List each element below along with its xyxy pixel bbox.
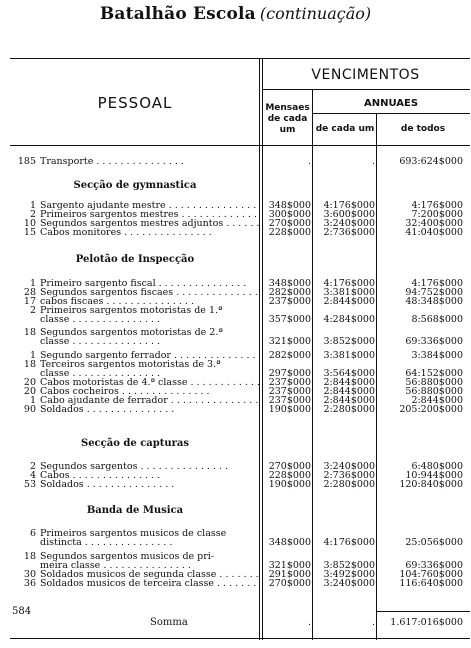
row-description: Terceiros sargentos motoristas de 3.ª (40, 359, 221, 370)
table-row (0, 314, 471, 326)
row-count: 53 (23, 479, 36, 490)
row-annuaes-cada: 3:240$000 (323, 218, 375, 229)
row-annuaes-cada: 3:492$000 (323, 569, 375, 580)
row-description: Primeiro sargento fiscal . . (40, 278, 260, 290)
row-count: 1 (29, 278, 36, 289)
somma-label: Somma (150, 617, 188, 628)
header-annuaes-todos: de todos (400, 124, 446, 134)
row-description: meira classe . . (40, 560, 260, 572)
row-description: classe . . (40, 368, 260, 380)
row-count: 18 (23, 359, 36, 370)
row-description: Cabos motoristas de 4.ª classe . . (40, 377, 260, 389)
row-count: 20 (23, 377, 36, 388)
row-mensaes: 190$000 (268, 404, 311, 415)
row-description: Primeiros sargentos musicos de classe (40, 528, 227, 539)
row-annuaes-todos: 2:844$000 (411, 395, 463, 406)
row-mensaes: 190$000 (268, 479, 311, 490)
row-description: Segundos sargentos mestres adjuntos . . (40, 218, 260, 230)
header-vencimentos: VENCIMENTOS (311, 67, 420, 83)
row-annuaes-todos: 693:624$000 (399, 156, 463, 167)
row-description: Segundo sargento ferrador . . (40, 350, 260, 362)
row-count: 1 (29, 350, 36, 361)
row-mensaes: . (307, 156, 311, 167)
header-mensaes-text: Mensaes de cada um (265, 103, 310, 135)
row-annuaes-cada: 3:240$000 (323, 461, 375, 472)
row-mensaes: 237$000 (268, 395, 311, 406)
row-description: Soldados musicos de segunda classe . . (40, 569, 260, 581)
table-row (0, 156, 471, 168)
row-count: 28 (23, 287, 36, 298)
row-description: Segundos sargentos motoristas de 2.ª (40, 327, 223, 338)
row-mensaes: 348$000 (268, 537, 311, 548)
row-description: classe . . (40, 314, 260, 326)
section-heading: Secção de capturas (80, 438, 190, 449)
table-row (0, 404, 471, 416)
row-annuaes-todos: 4:176$000 (411, 278, 463, 289)
row-description: cabos fiscaes . . (40, 296, 260, 308)
row-mensaes: 282$000 (268, 350, 311, 361)
row-annuaes-todos: 64:152$000 (405, 368, 463, 379)
row-annuaes-cada: 2:736$000 (323, 470, 375, 481)
row-description: Segundos sargentos fiscaes . . (40, 287, 260, 299)
row-count: 20 (23, 386, 36, 397)
row-description: distincta . . (40, 537, 260, 549)
page-total-count: 584 (12, 606, 32, 617)
row-mensaes: 270$000 (268, 578, 311, 589)
row-mensaes: 321$000 (268, 336, 311, 347)
row-count: 4 (29, 470, 36, 481)
row-annuaes-cada: 3:600$000 (323, 209, 375, 220)
row-count: 2 (29, 461, 36, 472)
row-count: 30 (23, 569, 36, 580)
row-mensaes: 291$000 (268, 569, 311, 580)
row-mensaes: 228$000 (268, 470, 311, 481)
row-annuaes-cada: 4:176$000 (323, 278, 375, 289)
row-count: 15 (23, 227, 36, 238)
table-row (0, 479, 471, 491)
row-count: 10 (23, 218, 36, 229)
row-description: Soldados musicos de terceira classe . . (40, 578, 260, 590)
row-description: Cabos . . (40, 470, 260, 482)
row-mensaes: 357$000 (268, 314, 311, 325)
row-description: Primeiros sargentos mestres . . (40, 209, 260, 221)
row-description: Soldados . . (40, 479, 260, 491)
row-annuaes-todos: 10:944$000 (405, 470, 463, 481)
somma-total: 1.617:016$000 (390, 617, 463, 628)
row-annuaes-todos: 69:336$000 (405, 336, 463, 347)
section-heading: Banda de Musica (86, 505, 184, 516)
row-annuaes-cada: 2:844$000 (323, 377, 375, 388)
row-annuaes-todos: 69:336$000 (405, 560, 463, 571)
table-row (0, 578, 471, 590)
row-annuaes-todos: 7:200$000 (411, 209, 463, 220)
title-main: Batalhão Escola (99, 4, 256, 24)
row-annuaes-todos: 6:480$000 (411, 461, 463, 472)
row-annuaes-cada: 2:844$000 (323, 386, 375, 397)
table-row (0, 537, 471, 549)
row-annuaes-todos: 41:040$000 (405, 227, 463, 238)
row-annuaes-todos: 94:752$000 (405, 287, 463, 298)
row-description: Cabos cocheiros . . (40, 386, 260, 398)
row-count: 17 (23, 296, 36, 307)
row-mensaes: 270$000 (268, 218, 311, 229)
row-annuaes-todos: 205:200$000 (399, 404, 463, 415)
row-description: Segundos sargentos . . (40, 461, 260, 473)
row-description: Soldados . . (40, 404, 260, 416)
row-annuaes-cada: 2:280$000 (323, 479, 375, 490)
row-annuaes-todos: 56:880$000 (405, 377, 463, 388)
title-sub: (continuação) (259, 4, 372, 23)
row-mensaes: 237$000 (268, 377, 311, 388)
header-annuaes: ANNUAES (363, 98, 419, 109)
section-heading: Pelotão de Inspecção (75, 254, 195, 265)
row-annuaes-cada: 3:852$000 (323, 560, 375, 571)
row-count: 6 (29, 528, 36, 539)
row-annuaes-todos: 104:760$000 (399, 569, 463, 580)
row-annuaes-todos: 32:400$000 (405, 218, 463, 229)
row-mensaes: 348$000 (268, 278, 311, 289)
row-annuaes-todos: 8:568$000 (411, 314, 463, 325)
row-annuaes-cada: 2:844$000 (323, 395, 375, 406)
row-annuaes-todos: 120:840$000 (399, 479, 463, 490)
row-mensaes: 297$000 (268, 368, 311, 379)
row-description: Segundos sargentos musicos de pri- (40, 551, 215, 562)
row-annuaes-cada: 2:736$000 (323, 227, 375, 238)
row-mensaes: 228$000 (268, 227, 311, 238)
row-count: 18 (23, 327, 36, 338)
row-description: Sargento ajudante mestre . . (40, 200, 260, 212)
row-mensaes: 237$000 (268, 296, 311, 307)
row-count: 1 (29, 395, 36, 406)
row-count: 18 (23, 551, 36, 562)
table-row (0, 336, 471, 348)
row-description: Cabo ajudante de ferrador . . (40, 395, 260, 407)
somma-row (0, 617, 471, 629)
row-annuaes-cada: 3:564$000 (323, 368, 375, 379)
row-annuaes-todos: 4:176$000 (411, 200, 463, 211)
table-row (0, 227, 471, 239)
row-annuaes-cada: 2:844$000 (323, 296, 375, 307)
row-annuaes-todos: 48:348$000 (405, 296, 463, 307)
row-description: classe . . (40, 336, 260, 348)
row-description: Transporte . . (40, 156, 260, 168)
row-count: 90 (23, 404, 36, 415)
header-annuaes-cada: de cada um (315, 124, 375, 134)
row-annuaes-cada: 3:240$000 (323, 578, 375, 589)
row-mensaes: 348$000 (268, 200, 311, 211)
row-annuaes-cada: . (371, 156, 375, 167)
row-annuaes-cada: 3:381$000 (323, 287, 375, 298)
row-count: 2 (29, 305, 36, 316)
row-mensaes: 270$000 (268, 461, 311, 472)
row-annuaes-cada: 4:176$000 (323, 537, 375, 548)
row-annuaes-todos: 3:384$000 (411, 350, 463, 361)
row-mensaes: 282$000 (268, 287, 311, 298)
row-count: 1 (29, 200, 36, 211)
row-annuaes-cada: 4:176$000 (323, 200, 375, 211)
row-annuaes-cada: 3:852$000 (323, 336, 375, 347)
row-mensaes: 321$000 (268, 560, 311, 571)
row-annuaes-cada: 4:284$000 (323, 314, 375, 325)
row-description: Cabos monitores . . (40, 227, 260, 239)
row-description: Primeiros sargentos motoristas de 1.ª (40, 305, 223, 316)
section-heading: Secção de gymnastica (73, 180, 197, 191)
header-pessoal: PESSOAL (97, 94, 173, 112)
row-annuaes-cada: 3:381$000 (323, 350, 375, 361)
somma-c2: . (371, 617, 375, 628)
row-count: 36 (23, 578, 36, 589)
row-annuaes-todos: 56:880$000 (405, 386, 463, 397)
row-count: 185 (17, 156, 36, 167)
somma-c1: . (307, 617, 311, 628)
row-annuaes-todos: 116:640$000 (399, 578, 463, 589)
row-mensaes: 237$000 (268, 386, 311, 397)
row-annuaes-todos: 25:056$000 (405, 537, 463, 548)
row-annuaes-cada: 2:280$000 (323, 404, 375, 415)
row-count: 2 (29, 209, 36, 220)
row-mensaes: 300$000 (268, 209, 311, 220)
